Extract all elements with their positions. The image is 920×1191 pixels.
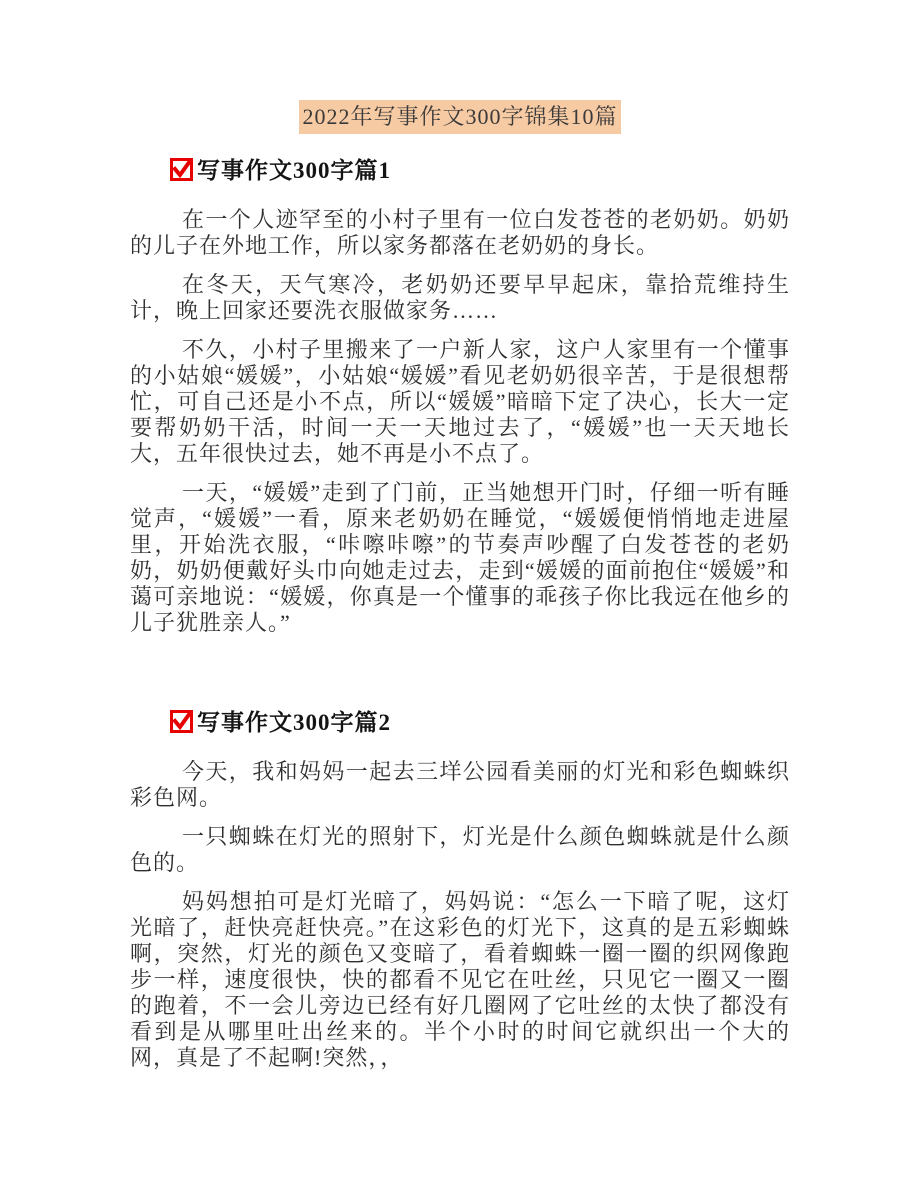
paragraph: 不久，小村子里搬来了一户新人家，这户人家里有一个懂事的小姑娘“媛媛”，小姑娘“媛媛”看见老奶奶很辛苦，于是很想帮忙，可自己还是小不点，所以“媛媛”暗暗下定了决心，长大一定要帮奶奶干活，时间一天一天地过去了，“媛媛”也一天天地长大，五年很快过去，她不再是小不点了。 <box>130 337 790 466</box>
document-title: 2022年写事作文300字锦集10篇 <box>299 100 620 134</box>
section-heading-2 <box>170 704 790 737</box>
checkbox-icon <box>170 708 194 734</box>
checkbox-icon <box>170 156 194 182</box>
paragraph: 在冬天，天气寒冷，老奶奶还要早早起床，靠拾荒维持生计，晚上回家还要洗衣服做家务…… <box>130 272 790 323</box>
paragraph: 一天，“媛媛”走到了门前，正当她想开门时，仔细一听有睡觉声，“媛媛”一看，原来老奶奶在睡觉，“媛媛便悄悄地走进屋里，开始洗衣服，“咔嚓咔嚓”的节奏声吵醒了白发苍苍的老奶奶，奶奶便戴好头巾向她走过去，走到“媛媛的面前抱住“媛媛”和蔼可亲地说：“媛媛，你真是一个懂事的乖孩子你比我远在他乡的儿子犹胜亲人。” <box>130 480 790 635</box>
section-heading-label: 写事作文300字篇1 <box>197 158 391 183</box>
document-title-row <box>130 100 790 134</box>
paragraph: 妈妈想拍可是灯光暗了，妈妈说：“怎么一下暗了呢，这灯光暗了，赶快亮赶快亮。”在这彩色的灯光下，这真的是五彩蜘蛛啊，突然，灯光的颜色又变暗了，看着蜘蛛一圈一圈的织网像跑步一样，速度很快，快的都看不见它在吐丝，只见它一圈又一圈的跑着，不一会儿旁边已经有好几圈网了它吐丝的太快了都没有看到是从哪里吐出丝来的。半个小时的时间它就织出一个大的网，真是了不起啊!突然，， <box>130 889 790 1070</box>
paragraph: 今天，我和妈妈一起去三垟公园看美丽的灯光和彩色蜘蛛织彩色网。 <box>130 759 790 810</box>
paragraph: 在一个人迹罕至的小村子里有一位白发苍苍的老奶奶。奶奶的儿子在外地工作，所以家务都落在老奶奶的身长。 <box>130 207 790 258</box>
section-heading-1 <box>170 152 790 185</box>
section-heading-label: 写事作文300字篇2 <box>197 710 391 735</box>
paragraph: 一只蜘蛛在灯光的照射下，灯光是什么颜色蜘蛛就是什么颜色的。 <box>130 824 790 875</box>
